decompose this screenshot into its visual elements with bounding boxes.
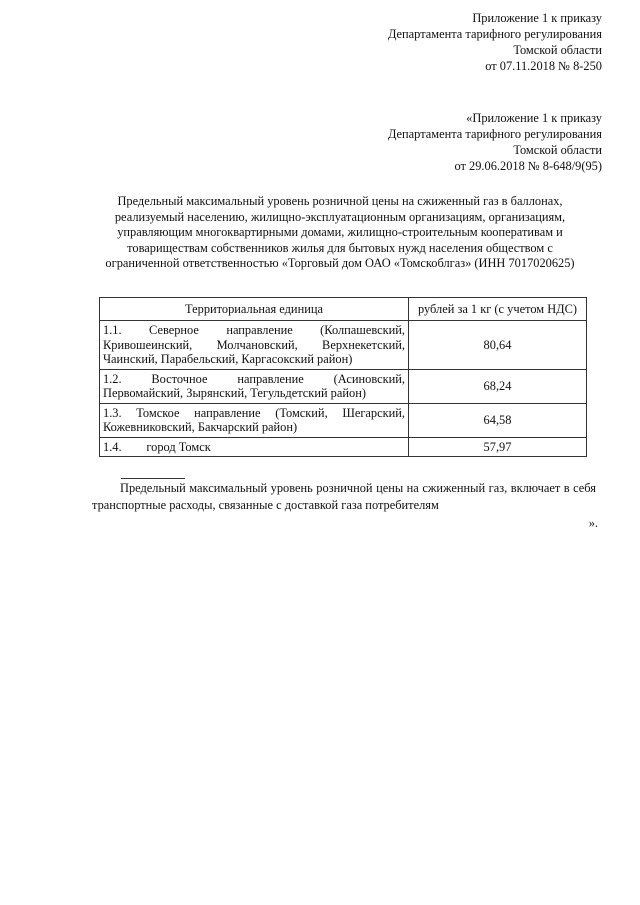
- column-header-territory: Территориальная единица: [100, 298, 409, 321]
- table-row: [100, 369, 587, 403]
- table-row: [100, 321, 587, 370]
- annex-line: Департамента тарифного регулирования: [387, 127, 602, 141]
- price-table: [99, 297, 587, 457]
- price-cell: 80,64: [409, 321, 587, 370]
- annex-header-previous: [388, 110, 602, 174]
- annex-line: Департамента тарифного регулирования: [387, 27, 602, 41]
- title-line: реализуемый населению, жилищно-эксплуатационным организациям, организациям,: [114, 209, 566, 224]
- annex-header-current: [388, 10, 602, 74]
- footnote-text: Предельный максимальный уровень розничной цены на сжиженный газ, включает в себя транспортные расходы, связанные с доставкой газа потребителям: [92, 481, 596, 512]
- table-header-row: [100, 298, 587, 321]
- region-cell: 1.2. Восточное направление (Асиновский, Первомайский, Зырянский, Тегульдетский район): [100, 369, 409, 403]
- region-cell: 1.1. Северное направление (Колпашевский, Кривошеинский, Молчановский, Верхнекетский, Чаинский, Парабельский, Каргасокский район): [100, 321, 409, 370]
- closing-quote: ».: [588, 516, 598, 530]
- annex-line: «Приложение 1 к приказу: [466, 111, 602, 125]
- table-row: [100, 437, 587, 457]
- region-cell: 1.3. Томское направление (Томский, Шегарский, Кожевниковский, Бакчарский район): [100, 403, 409, 437]
- region-cell: 1.4. город Томск: [100, 437, 409, 457]
- footnote-separator: [121, 478, 185, 479]
- title-line: управляющим многоквартирными домами, жилищно-строительным кооперативам и: [117, 225, 563, 239]
- document-title: [80, 194, 600, 272]
- title-line: товариществам собственников жилья для бытовых нужд населения обществом с: [127, 240, 553, 255]
- annex-line: Томской области: [513, 43, 602, 57]
- annex-line: от 29.06.2018 № 8-648/9(95): [454, 159, 602, 173]
- annex-line: Приложение 1 к приказу: [472, 11, 602, 25]
- price-cell: 57,97: [409, 437, 587, 457]
- title-line: Предельный максимальный уровень розничной цены на сжиженный газ в баллонах,: [117, 194, 563, 208]
- price-cell: 64,58: [409, 403, 587, 437]
- table-row: [100, 403, 587, 437]
- column-header-price: рублей за 1 кг (с учетом НДС): [409, 298, 587, 321]
- annex-line: Томской области: [513, 143, 602, 157]
- title-line: ограниченной ответственностью «Торговый дом ОАО «Томскоблгаз» (ИНН 7017020625): [105, 256, 575, 270]
- annex-line: от 07.11.2018 № 8-250: [485, 59, 602, 73]
- price-cell: 68,24: [409, 369, 587, 403]
